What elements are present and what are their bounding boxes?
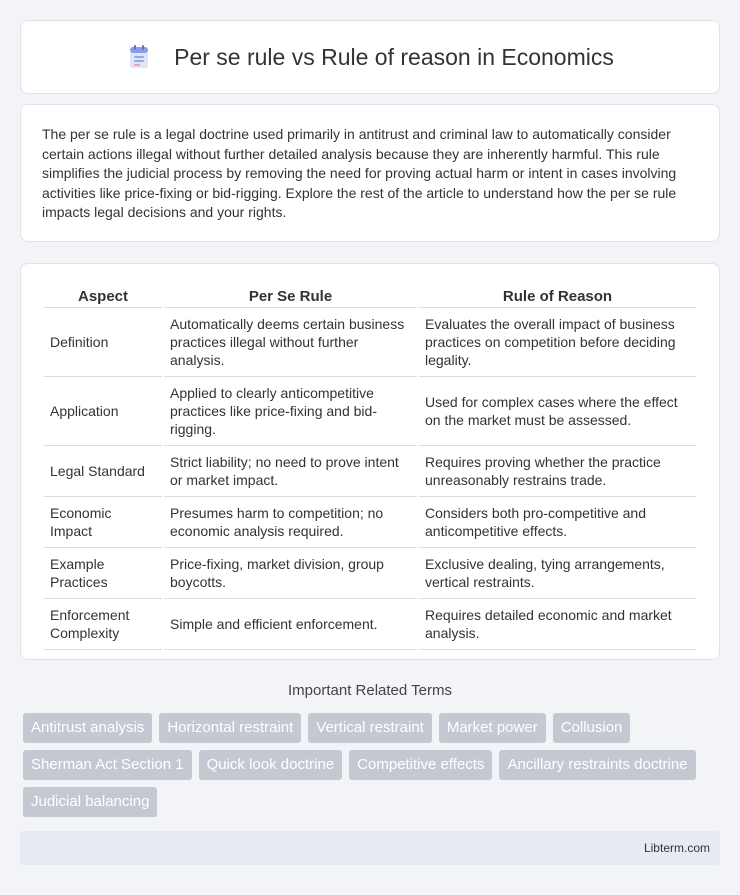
related-term-tag[interactable]: Horizontal restraint	[159, 713, 301, 743]
related-term-tag[interactable]: Market power	[439, 713, 546, 743]
document-icon	[126, 44, 152, 70]
comparison-table-card	[20, 263, 720, 660]
related-term-tag[interactable]: Vertical restraint	[308, 713, 432, 743]
per-se-cell: Applied to clearly anticompetitive practices like price-fixing and bid-rigging.	[164, 377, 417, 446]
related-terms-list	[23, 713, 723, 824]
rule-of-reason-cell: Considers both pro-competitive and anticompetitive effects.	[419, 497, 696, 548]
header-rule-of-reason: Rule of Reason	[419, 284, 696, 308]
footer-site-link[interactable]: Libterm.com	[643, 841, 710, 855]
table-row	[44, 308, 696, 377]
header-card	[20, 20, 720, 94]
per-se-cell: Automatically deems certain business practices illegal without further analysis.	[164, 308, 417, 377]
rule-of-reason-cell: Used for complex cases where the effect on the market must be assessed.	[419, 377, 696, 446]
related-term-tag[interactable]: Ancillary restraints doctrine	[499, 750, 695, 780]
per-se-cell: Presumes harm to competition; no economic analysis required.	[164, 497, 417, 548]
per-se-cell: Simple and efficient enforcement.	[164, 599, 417, 650]
table-row	[44, 497, 696, 548]
table-header-row	[44, 284, 696, 308]
related-term-tag[interactable]: Antitrust analysis	[23, 713, 152, 743]
related-term-tag[interactable]: Sherman Act Section 1	[23, 750, 192, 780]
aspect-cell: Application	[44, 377, 162, 446]
footer	[20, 831, 720, 865]
related-term-tag[interactable]: Quick look doctrine	[199, 750, 343, 780]
intro-paragraph: The per se rule is a legal doctrine used primarily in antitrust and criminal law to automatically consider certain actions illegal without further detailed analysis because they are inherently harmful. This rule simplifies the judicial process by removing the need for proving actual harm or intent in cases involving activities like price-fixing or bid-rigging. Explore the rest of the article to understand how the per se rule impacts legal decisions and your rights.	[42, 126, 677, 221]
comparison-table	[42, 284, 698, 650]
header-aspect: Aspect	[44, 284, 162, 308]
related-term-tag[interactable]: Judicial balancing	[23, 787, 157, 817]
rule-of-reason-cell: Evaluates the overall impact of business practices on competition before deciding legality.	[419, 308, 696, 377]
intro-card	[20, 104, 720, 242]
aspect-cell: Economic Impact	[44, 497, 162, 548]
rule-of-reason-cell: Requires proving whether the practice unreasonably restrains trade.	[419, 446, 696, 497]
aspect-cell: Enforcement Complexity	[44, 599, 162, 650]
header-per-se-rule: Per Se Rule	[164, 284, 417, 308]
table-row	[44, 548, 696, 599]
page-title: Per se rule vs Rule of reason in Economics	[174, 43, 614, 70]
related-terms-heading: Important Related Terms	[288, 682, 452, 699]
per-se-cell: Strict liability; no need to prove intent or market impact.	[164, 446, 417, 497]
rule-of-reason-cell: Requires detailed economic and market analysis.	[419, 599, 696, 650]
related-term-tag[interactable]: Collusion	[553, 713, 631, 743]
related-term-tag[interactable]: Competitive effects	[349, 750, 492, 780]
table-row	[44, 377, 696, 446]
aspect-cell: Example Practices	[44, 548, 162, 599]
per-se-cell: Price-fixing, market division, group boycotts.	[164, 548, 417, 599]
table-row	[44, 446, 696, 497]
aspect-cell: Legal Standard	[44, 446, 162, 497]
aspect-cell: Definition	[44, 308, 162, 377]
table-row	[44, 599, 696, 650]
rule-of-reason-cell: Exclusive dealing, tying arrangements, vertical restraints.	[419, 548, 696, 599]
